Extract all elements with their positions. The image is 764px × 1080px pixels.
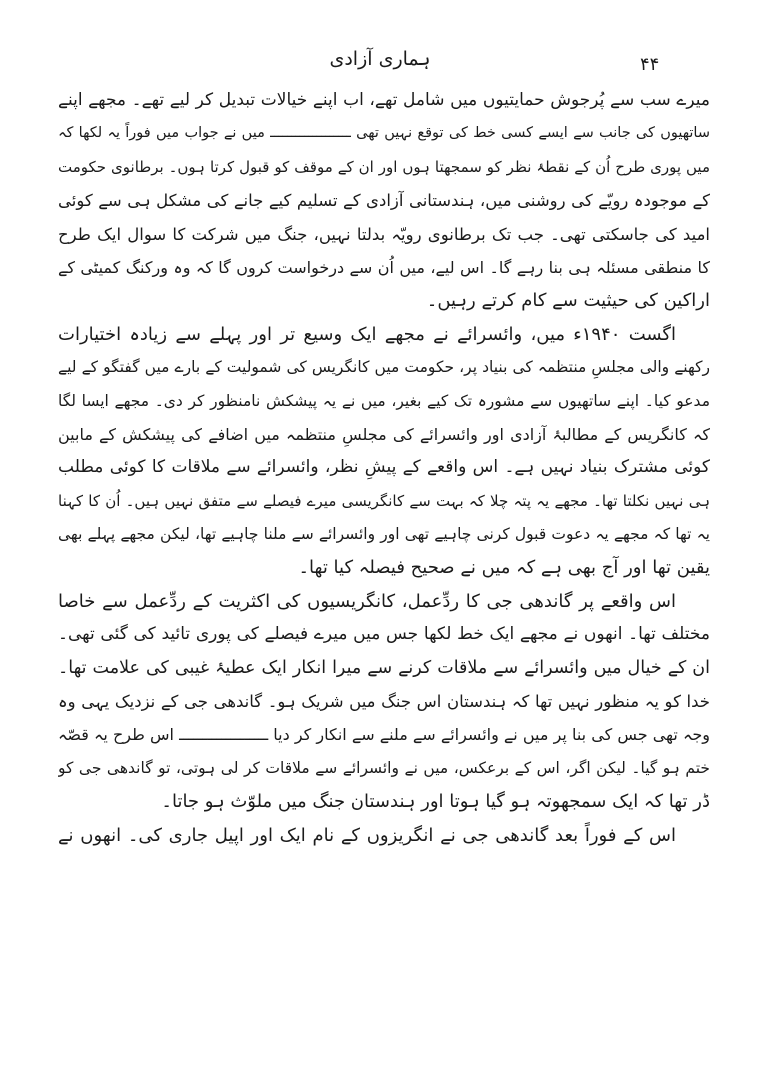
text-line: میں پوری طرح اُن کے نقطۂ نظر کو سمجھتا ہوں اور ان کے موقف کو قبول کرتا ہوں۔ برطانوی حکومت bbox=[58, 157, 710, 176]
text-line: اراکین کی حیثیت سے کام کرتے رہیں۔ bbox=[426, 290, 710, 312]
text-line: امید کی جاسکتی تھی۔ جب تک برطانوی رویّہ بدلتا نہیں، جنگ میں شرکت کا سوال ایک طرح bbox=[58, 224, 710, 244]
text-line: اگست ۱۹۴۰ء میں، وائسرائے نے مجھے ایک وسیع تر اور پہلے سے زیادہ اختیارات bbox=[58, 323, 676, 345]
page-header bbox=[0, 46, 764, 86]
text-line: ہی نہیں نکلتا تھا۔ مجھے یہ پتہ چلا کہ بہت سے کانگریسی میرے فیصلے سے متفق نہیں ہیں۔ اُن کا کہنا bbox=[58, 491, 710, 510]
text-line: اس کے فوراً بعد گاندھی جی نے انگریزوں کے نام ایک اور اپیل جاری کی۔ انھوں نے bbox=[58, 824, 676, 846]
text-line: میرے سب سے پُرجوش حمایتیوں میں شامل تھے، اب اپنے خیالات تبدیل کر لیے تھے۔ مجھے اپنے bbox=[58, 90, 710, 110]
running-title: ہماری آزادی bbox=[329, 48, 431, 70]
text-line: ختم ہو گیا۔ لیکن اگر، اس کے برعکس، میں نے وائسرائے سے ملاقات کر لی ہوتی، تو گاندھی جی کو bbox=[58, 758, 710, 777]
text-line: کہ کانگریس کے مطالبۂ آزادی اور وائسرائے کی مجلسِ منتظمہ میں اضافے کی پیشکش کے مابین bbox=[58, 424, 710, 444]
text-line: ان کے خیال میں وائسرائے سے ملاقات کرنے سے میرا انکار ایک عطیۂ غیبی کی علامت تھا۔ bbox=[58, 657, 710, 678]
text-line: یقین تھا اور آج بھی ہے کہ میں نے صحیح فیصلہ کیا تھا۔ bbox=[298, 557, 710, 579]
text-line: کے موجودہ رویّے کی روشنی میں، ہندستانی آزادی کے تسلیم کیے جانے کی مشکل ہی سے کوئی bbox=[58, 191, 710, 211]
text-line: کوئی مشترک بنیاد نہیں ہے۔ اس واقعے کے پیشِ نظر، وائسرائے سے ملاقات کا کوئی مطلب bbox=[58, 457, 710, 478]
paragraph-4 bbox=[58, 819, 710, 852]
text-line: ساتھیوں کی جانب سے ایسے کسی خط کی توقع نہیں تھی ـــــــــــــــــــ میں نے جواب میں فوراً یہ لکھا کہ bbox=[58, 125, 710, 142]
body-text bbox=[58, 84, 710, 852]
page-number: ۴۴ bbox=[640, 54, 660, 75]
paragraph-3 bbox=[58, 585, 710, 819]
text-line: مختلف تھا۔ انھوں نے مجھے ایک خط لکھا جس میں میرے فیصلے کی پوری تائید کی گئی تھی۔ bbox=[58, 624, 710, 645]
paragraph-2 bbox=[58, 318, 710, 585]
text-line: ڈر تھا کہ ایک سمجھوتہ ہو گیا ہوتا اور ہندستان جنگ میں ملوّث ہو جاتا۔ bbox=[161, 791, 710, 813]
text-line: خدا کو یہ منظور نہیں تھا کہ ہندستان اس جنگ میں شریک ہو۔ گاندھی جی کے نزدیک یہی وہ bbox=[58, 692, 710, 712]
text-line: اس واقعے پر گاندھی جی کا ردِّعمل، کانگریسیوں کی اکثریت کے ردِّعمل سے خاصا bbox=[58, 590, 676, 612]
text-line: رکھنے والی مجلسِ منتظمہ کی بنیاد پر، حکومت میں کانگریس کی شمولیت کے بارے میں گفتگو کے لیے bbox=[58, 358, 710, 377]
paragraph-1 bbox=[58, 84, 710, 318]
text-line: کا منطقی مسئلہ ہی بنا رہے گا۔ اس لیے، میں اُن سے درخواست کروں گا کہ وہ ورکنگ کمیٹی کے bbox=[58, 257, 710, 277]
text-line: یہ تھا کہ مجھے یہ دعوت قبول کرنی چاہیے تھی اور وائسرائے سے ملنا چاہیے تھا، لیکن مجھے پہلے بھی bbox=[58, 525, 710, 544]
text-line: وجہ تھی جس کی بنا پر میں نے وائسرائے سے ملنے سے انکار کر دیا ـــــــــــــــــــ اس طرح یہ قصّہ bbox=[58, 725, 710, 745]
text-line: مدعو کیا۔ اپنے ساتھیوں سے مشورہ تک کیے بغیر، میں نے یہ پیشکش نامنظور کر دی۔ مجھے ایسا لگا bbox=[58, 391, 710, 410]
